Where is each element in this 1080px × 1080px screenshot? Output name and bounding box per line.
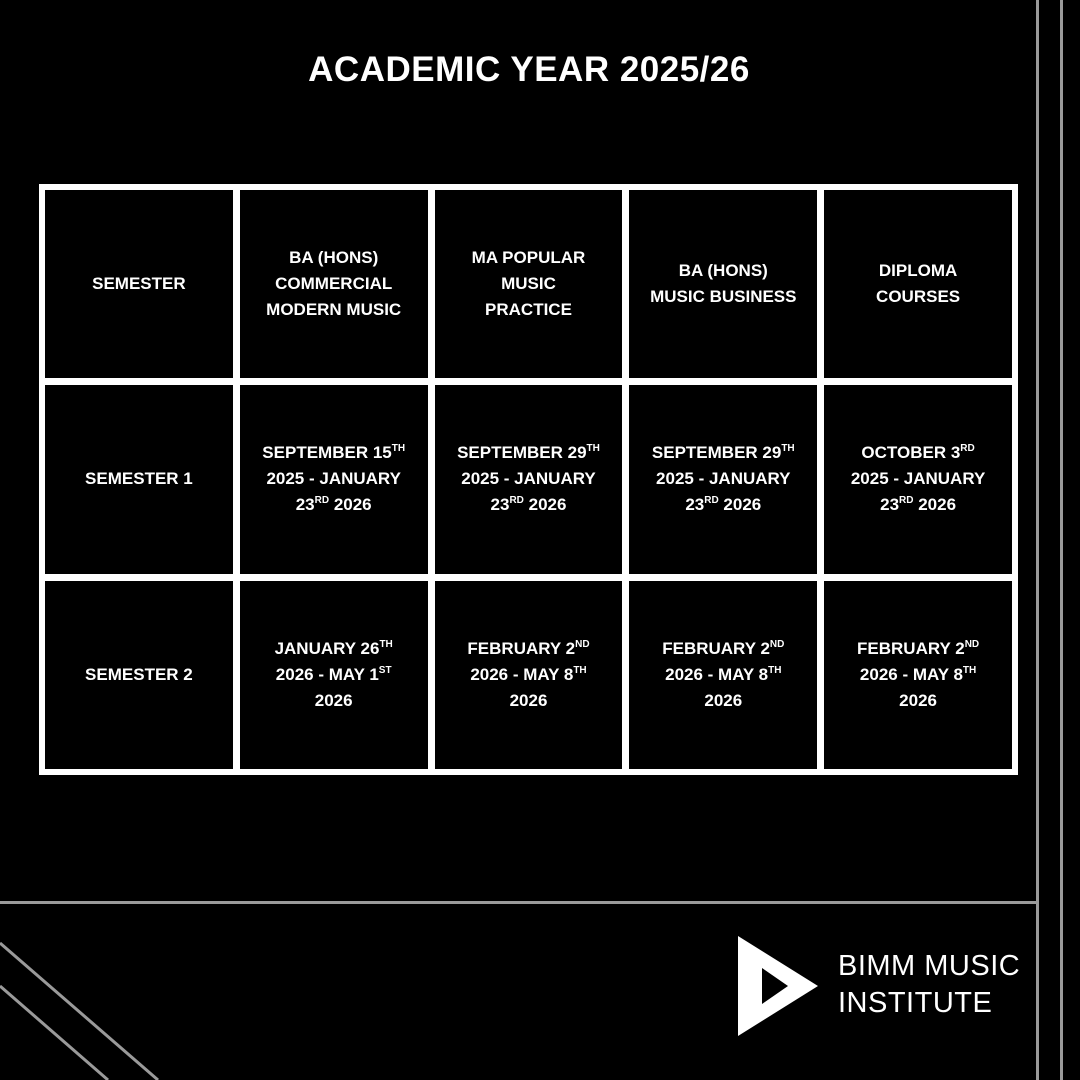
header-line: MA POPULAR <box>471 248 586 268</box>
cell-line-text: 2026 - MAY 8 <box>470 664 574 684</box>
header-line: MUSIC <box>501 274 556 294</box>
logo-line-2: INSTITUTE <box>838 987 993 1019</box>
cell-line-text: 2026 <box>523 495 567 515</box>
frame-line-vertical <box>1036 0 1039 1080</box>
date-range-cell <box>435 581 623 769</box>
header-line: MODERN MUSIC <box>266 300 402 320</box>
cell-line <box>467 662 589 688</box>
cell-line-text: FEBRUARY 2 <box>467 638 576 658</box>
cell-line-text: 2025 - JANUARY <box>266 469 401 489</box>
date-range-cell-text <box>262 440 405 518</box>
cell-line <box>262 492 405 518</box>
header-cell-course <box>824 190 1012 378</box>
date-range-cell-text <box>662 636 784 714</box>
cell-line <box>662 688 784 714</box>
date-range-cell <box>629 581 817 769</box>
ordinal-suffix: TH <box>391 443 406 455</box>
bimm-logo <box>736 934 1026 1040</box>
cell-line <box>662 636 784 662</box>
frame-line-horizontal <box>0 901 1038 904</box>
cell-line <box>857 688 979 714</box>
header-cell-semester <box>45 190 233 378</box>
date-range-cell <box>240 385 428 573</box>
header-cell-text <box>472 245 586 323</box>
cell-line <box>662 662 784 688</box>
logo-line-1: BIMM MUSIC <box>838 950 1021 982</box>
ordinal-suffix: TH <box>962 664 977 676</box>
cell-line-text: 2025 - JANUARY <box>850 469 986 489</box>
cell-line-text: 2026 <box>913 495 957 515</box>
semester-label-cell <box>45 385 233 573</box>
logo-wordmark <box>838 948 1020 1022</box>
cell-line-text: 2026 <box>509 690 548 710</box>
cell-line <box>457 492 600 518</box>
cell-line <box>467 688 589 714</box>
cell-line-text: 23 <box>295 495 315 515</box>
date-range-cell-text <box>851 440 985 518</box>
ordinal-suffix: RD <box>899 495 914 507</box>
header-line: MUSIC BUSINESS <box>650 287 797 307</box>
cell-line <box>467 636 589 662</box>
header-line: BA (HONS) <box>678 261 768 281</box>
cell-line-text: 2025 - JANUARY <box>461 469 596 489</box>
cell-line <box>275 636 393 662</box>
cell-line-text: 2026 <box>899 690 937 710</box>
ordinal-suffix: TH <box>573 664 587 676</box>
date-range-cell <box>629 385 817 573</box>
cell-line <box>851 492 985 518</box>
cell-line <box>275 662 393 688</box>
cell-line-text: 2026 - MAY 8 <box>665 664 769 684</box>
cell-line <box>262 440 405 466</box>
semester-label-cell <box>45 581 233 769</box>
header-cell-text <box>266 245 401 323</box>
cell-line-text: 2026 <box>329 495 372 515</box>
cell-line-text: JANUARY 26 <box>274 638 380 658</box>
cell-line-text: SEPTEMBER 15 <box>262 443 392 463</box>
ordinal-suffix: ND <box>964 638 980 650</box>
cell-line-text: 2025 - JANUARY <box>656 469 791 489</box>
cell-line <box>652 440 795 466</box>
academic-year-table <box>39 184 1018 775</box>
cell-line-text: 2026 - MAY 1 <box>275 664 379 684</box>
semester-label: SEMESTER 1 <box>85 469 193 489</box>
cell-line <box>652 466 795 492</box>
header-line: DIPLOMA <box>878 261 958 281</box>
header-cell-text <box>650 258 796 310</box>
cell-line-text: 2026 <box>704 690 743 710</box>
cell-line-text: FEBRUARY 2 <box>857 638 965 658</box>
ordinal-suffix: TH <box>379 638 393 650</box>
cell-line-text: OCTOBER 3 <box>861 443 961 463</box>
ordinal-suffix: RD <box>960 443 975 455</box>
page-title: ACADEMIC YEAR 2025/26 <box>308 50 750 89</box>
header-cell-course <box>629 190 817 378</box>
date-range-cell-text <box>467 636 589 714</box>
cell-line <box>457 466 600 492</box>
cell-line-text: FEBRUARY 2 <box>662 638 770 658</box>
cell-line <box>652 492 795 518</box>
ordinal-suffix: RD <box>509 495 524 507</box>
header-line: SEMESTER <box>92 274 186 294</box>
cell-line <box>275 688 393 714</box>
date-range-cell-text <box>457 440 600 518</box>
cell-line <box>457 440 600 466</box>
ordinal-suffix: TH <box>768 664 782 676</box>
cell-line-text: 2026 <box>718 495 762 515</box>
frame-line-vertical-outer <box>1060 0 1063 1080</box>
cell-line-text: 23 <box>490 495 510 515</box>
cell-line-text: SEPTEMBER 29 <box>457 443 587 463</box>
header-cell-course <box>435 190 623 378</box>
header-line: COMMERCIAL <box>275 274 393 294</box>
cell-line <box>857 636 979 662</box>
ordinal-suffix: ND <box>575 638 590 650</box>
cell-line-text: SEPTEMBER 29 <box>651 443 782 463</box>
ordinal-suffix: ST <box>378 664 392 676</box>
cell-line-text: 2026 <box>314 690 353 710</box>
cell-line-text: 23 <box>880 495 900 515</box>
cell-line <box>857 662 979 688</box>
cell-line-text: 2026 - MAY 8 <box>859 664 963 684</box>
ordinal-suffix: RD <box>314 495 330 507</box>
header-line: PRACTICE <box>485 300 572 320</box>
header-line: COURSES <box>876 287 961 307</box>
date-range-cell-text <box>275 636 393 714</box>
date-range-cell <box>240 581 428 769</box>
cell-line <box>851 466 985 492</box>
ordinal-suffix: RD <box>704 495 719 507</box>
date-range-cell-text <box>857 636 979 714</box>
date-range-cell <box>824 385 1012 573</box>
ordinal-suffix: ND <box>769 638 785 650</box>
cell-line <box>851 440 985 466</box>
ordinal-suffix: TH <box>781 443 795 455</box>
cell-line-text: 23 <box>685 495 705 515</box>
play-triangle-logo-icon <box>736 934 820 1038</box>
header-line: BA (HONS) <box>289 248 379 268</box>
header-cell-text <box>92 271 186 297</box>
date-range-cell <box>435 385 623 573</box>
cell-line <box>262 466 405 492</box>
header-cell-course <box>240 190 428 378</box>
date-range-cell <box>824 581 1012 769</box>
header-cell-text <box>876 258 960 310</box>
ordinal-suffix: TH <box>586 443 600 455</box>
date-range-cell-text <box>652 440 795 518</box>
semester-label: SEMESTER 2 <box>85 664 193 684</box>
